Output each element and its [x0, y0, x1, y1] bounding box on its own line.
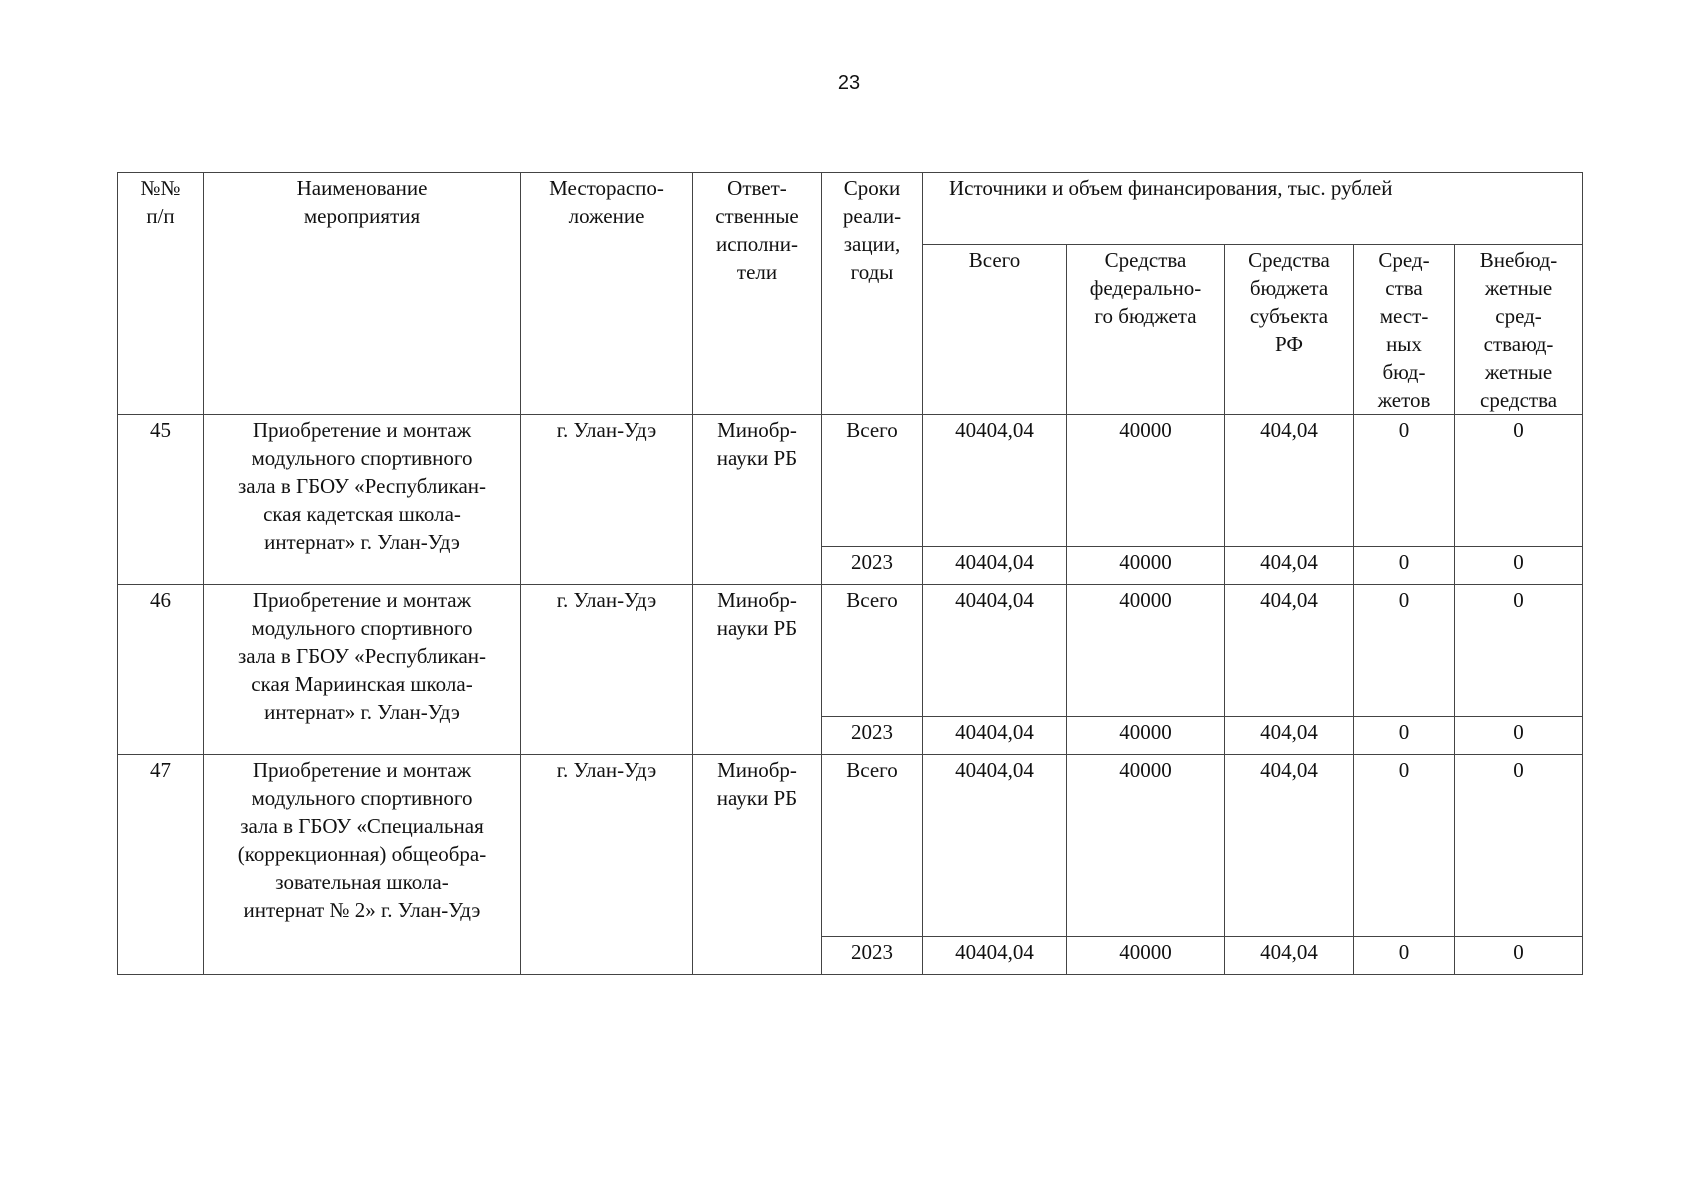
table-row	[118, 415, 1583, 547]
page-number: 23	[837, 72, 861, 94]
cell-period: Всего	[822, 585, 923, 717]
cell-total: 40404,04	[923, 415, 1067, 547]
cell-local: 0	[1354, 755, 1455, 937]
table-row	[118, 755, 1583, 937]
funding-table	[117, 172, 1583, 975]
cell-local: 0	[1354, 547, 1455, 585]
cell-name: Приобретение и монтаж модульного спортивного зала в ГБОУ «Республикан- ская Мариинская школа- интернат» г. Улан-Удэ	[204, 585, 521, 755]
header-funding-group: Источники и объем финансирования, тыс. рублей	[923, 173, 1583, 245]
header-location: Местораспо- ложение	[521, 173, 693, 415]
cell-subject: 404,04	[1225, 547, 1354, 585]
cell-total: 40404,04	[923, 547, 1067, 585]
cell-period: 2023	[822, 717, 923, 755]
header-subject: Средства бюджета субъекта РФ	[1225, 245, 1354, 415]
header-federal: Средства федерально- го бюджета	[1067, 245, 1225, 415]
cell-extra: 0	[1455, 937, 1583, 975]
cell-num: 46	[118, 585, 204, 755]
cell-subject: 404,04	[1225, 717, 1354, 755]
header-total: Всего	[923, 245, 1067, 415]
cell-num: 45	[118, 415, 204, 585]
cell-extra: 0	[1455, 585, 1583, 717]
cell-local: 0	[1354, 415, 1455, 547]
cell-period: 2023	[822, 547, 923, 585]
cell-local: 0	[1354, 717, 1455, 755]
cell-location: г. Улан-Удэ	[521, 585, 693, 755]
cell-subject: 404,04	[1225, 755, 1354, 937]
cell-total: 40404,04	[923, 937, 1067, 975]
cell-responsible: Минобр- науки РБ	[693, 585, 822, 755]
cell-local: 0	[1354, 585, 1455, 717]
cell-total: 40404,04	[923, 585, 1067, 717]
cell-total: 40404,04	[923, 717, 1067, 755]
cell-federal: 40000	[1067, 415, 1225, 547]
header-responsible: Ответ- ственные исполни- тели	[693, 173, 822, 415]
cell-subject: 404,04	[1225, 415, 1354, 547]
cell-period: Всего	[822, 755, 923, 937]
table-row	[118, 585, 1583, 717]
cell-name: Приобретение и монтаж модульного спортивного зала в ГБОУ «Специальная (коррекционная) общеобра- зовательная школа- интернат № 2» г. Улан-Удэ	[204, 755, 521, 975]
cell-subject: 404,04	[1225, 585, 1354, 717]
cell-extra: 0	[1455, 717, 1583, 755]
cell-location: г. Улан-Удэ	[521, 415, 693, 585]
cell-total: 40404,04	[923, 755, 1067, 937]
cell-extra: 0	[1455, 547, 1583, 585]
cell-extra: 0	[1455, 415, 1583, 547]
cell-responsible: Минобр- науки РБ	[693, 755, 822, 975]
cell-federal: 40000	[1067, 585, 1225, 717]
cell-period: 2023	[822, 937, 923, 975]
cell-num: 47	[118, 755, 204, 975]
header-num: №№ п/п	[118, 173, 204, 415]
cell-federal: 40000	[1067, 937, 1225, 975]
cell-federal: 40000	[1067, 717, 1225, 755]
cell-subject: 404,04	[1225, 937, 1354, 975]
cell-responsible: Минобр- науки РБ	[693, 415, 822, 585]
header-name: Наименование мероприятия	[204, 173, 521, 415]
cell-extra: 0	[1455, 755, 1583, 937]
cell-federal: 40000	[1067, 547, 1225, 585]
cell-location: г. Улан-Удэ	[521, 755, 693, 975]
header-period: Сроки реали- зации, годы	[822, 173, 923, 415]
cell-federal: 40000	[1067, 755, 1225, 937]
header-extra: Внебюд- жетные сред- стваюд- жетные средства	[1455, 245, 1583, 415]
cell-name: Приобретение и монтаж модульного спортивного зала в ГБОУ «Республикан- ская кадетская школа- интернат» г. Улан-Удэ	[204, 415, 521, 585]
header-local: Сред- ства мест- ных бюд- жетов	[1354, 245, 1455, 415]
cell-period: Всего	[822, 415, 923, 547]
cell-local: 0	[1354, 937, 1455, 975]
